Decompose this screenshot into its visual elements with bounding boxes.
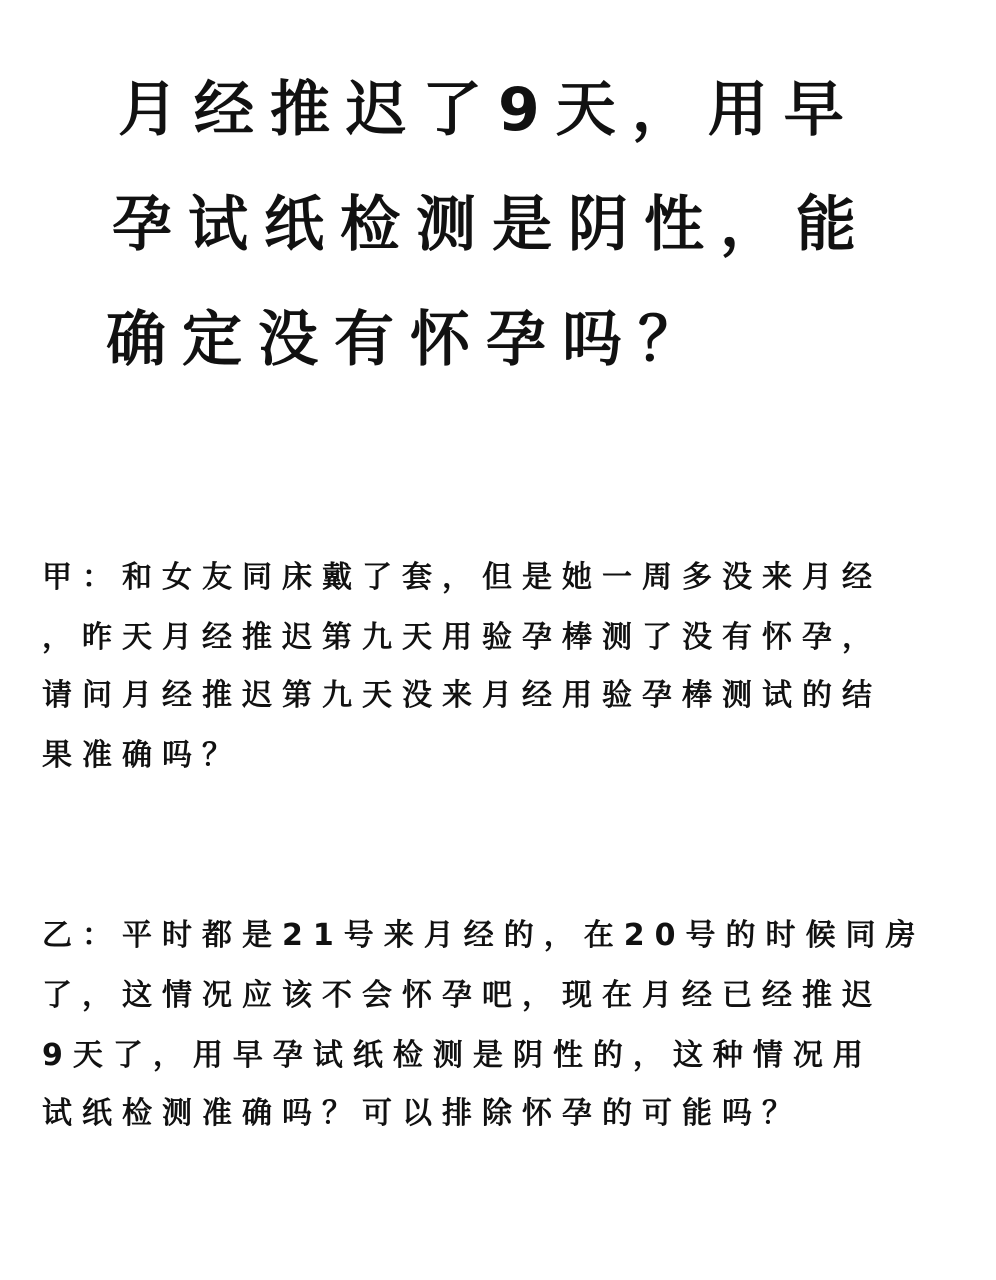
paragraph-line: 甲：和女友同床戴了套，但是她一周多没来月经 — [42, 560, 882, 595]
paragraph-line: 了，这情况应该不会怀孕吧，现在月经已经推迟 — [42, 978, 882, 1013]
title-line: 月经推迟了9天，用早 — [118, 75, 860, 145]
paragraph-line: 乙：平时都是21号来月经的，在20号的时候同房 — [42, 918, 926, 953]
paragraph-line: 试纸检测准确吗？可以排除怀孕的可能吗？ — [42, 1096, 802, 1131]
paragraph-line: ，昨天月经推迟第九天用验孕棒测了没有怀孕， — [42, 620, 882, 655]
paragraph-line: 请问月经推迟第九天没来月经用验孕棒测试的结 — [42, 678, 882, 713]
paragraph-line: 9天了，用早孕试纸检测是阴性的，这种情况用 — [42, 1038, 873, 1073]
title-line: 确定没有怀孕吗？ — [106, 305, 714, 375]
title-line: 孕试纸检测是阴性，能 — [112, 190, 872, 260]
paragraph-line: 果准确吗？ — [42, 738, 242, 773]
